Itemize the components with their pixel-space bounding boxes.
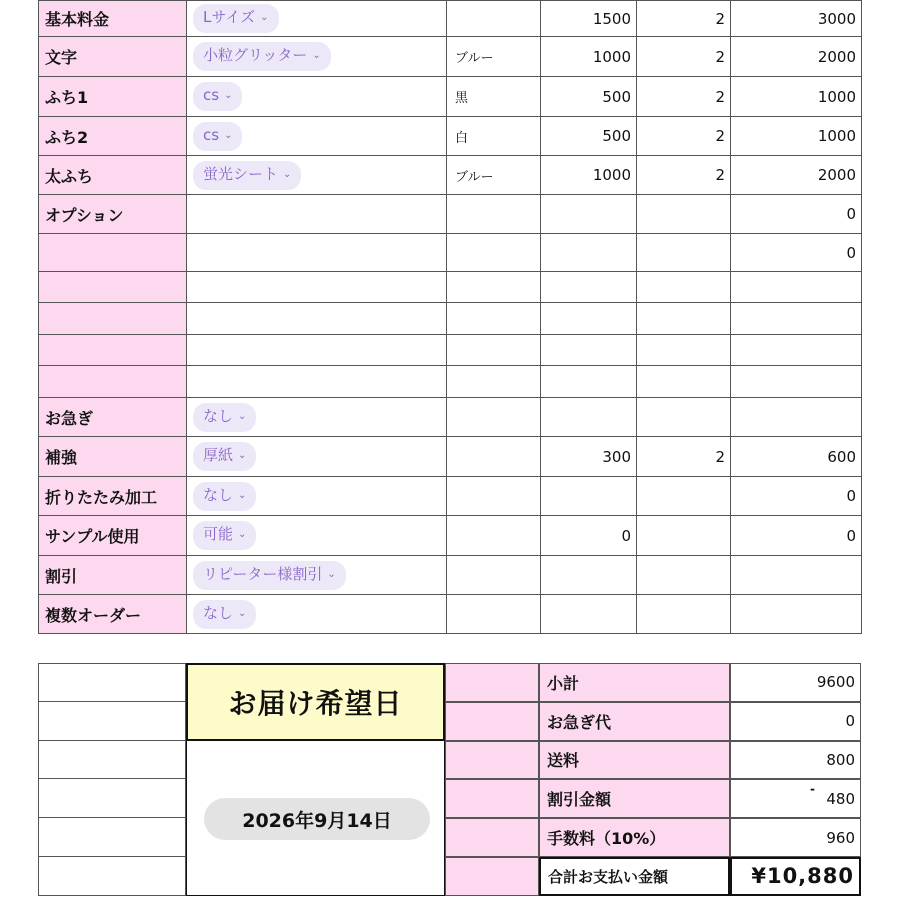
summary-pad (445, 818, 539, 857)
option-dropdown-value: なし (203, 485, 234, 504)
chevron-down-icon: ⌄ (238, 489, 247, 501)
line-total-cell (731, 556, 862, 595)
table-row (39, 556, 862, 595)
option-dropdown[interactable] (193, 42, 331, 71)
option-dropdown-value: リピーター様割引 (203, 564, 323, 583)
line-total-cell: 0 (731, 477, 862, 516)
summary-label: 送料 (539, 741, 730, 780)
option-cell[interactable] (187, 117, 447, 156)
color-cell[interactable]: ブルー (447, 156, 541, 195)
quantity-cell[interactable] (637, 303, 731, 335)
option-cell (187, 195, 447, 234)
line-total-cell (731, 335, 862, 366)
summary-pad (445, 741, 539, 780)
empty-cell (38, 663, 186, 702)
option-cell[interactable] (187, 37, 447, 77)
summary-label: 手数料（10%） (539, 818, 730, 857)
color-cell[interactable] (447, 556, 541, 595)
summary-value: 9600 (730, 663, 861, 702)
summary-label: 合計お支払い金額 (539, 857, 730, 896)
option-dropdown[interactable] (193, 122, 242, 151)
table-row (39, 595, 862, 634)
table-row (39, 1, 862, 37)
table-row (39, 77, 862, 117)
line-total-cell: 600 (731, 437, 862, 477)
line-total-cell: 3000 (731, 1, 862, 37)
line-total-cell (731, 398, 862, 437)
option-dropdown-value: cs (203, 125, 220, 144)
summary-pad (445, 857, 539, 896)
summary-row-subtotal (445, 663, 861, 702)
quantity-cell[interactable]: 2 (637, 117, 731, 156)
row-label: 複数オーダー (39, 595, 187, 634)
quantity-cell[interactable] (637, 335, 731, 366)
option-cell[interactable] (187, 595, 447, 634)
chevron-down-icon: ⌄ (238, 450, 247, 461)
option-cell[interactable] (187, 398, 447, 437)
color-cell[interactable]: 白 (447, 117, 541, 156)
option-dropdown-value: なし (203, 603, 234, 622)
quantity-cell[interactable] (637, 398, 731, 437)
color-cell[interactable] (447, 437, 541, 477)
delivery-date-cell[interactable] (186, 741, 445, 896)
option-dropdown-value: 蛍光シート (203, 164, 279, 183)
row-label: 折りたたみ加工 (39, 477, 187, 516)
quantity-cell[interactable]: 2 (637, 1, 731, 37)
table-row (39, 303, 862, 335)
minus-mark: - (810, 782, 815, 797)
unit-price-cell: 0 (541, 516, 637, 556)
option-dropdown[interactable] (193, 442, 256, 471)
summary-value: 0 (730, 702, 861, 741)
color-cell[interactable] (447, 477, 541, 516)
unit-price-cell (541, 303, 637, 335)
quantity-cell[interactable] (637, 366, 731, 398)
unit-price-cell (541, 366, 637, 398)
line-total-cell: 2000 (731, 156, 862, 195)
table-row (39, 117, 862, 156)
line-total-cell: 1000 (731, 117, 862, 156)
unit-price-cell: 1500 (541, 1, 637, 37)
option-cell[interactable] (187, 556, 447, 595)
color-cell[interactable] (447, 1, 541, 37)
color-cell[interactable] (447, 303, 541, 335)
unit-price-cell (541, 398, 637, 437)
table-row (39, 234, 862, 272)
chevron-down-icon: ⌄ (260, 12, 269, 23)
row-label (39, 335, 187, 366)
option-dropdown[interactable] (193, 482, 256, 511)
line-total-cell (731, 595, 862, 634)
summary-value: 960 (730, 818, 861, 857)
option-cell (187, 335, 447, 366)
color-cell[interactable] (447, 516, 541, 556)
option-cell[interactable] (187, 437, 447, 477)
delivery-date-title: お届け希望日 (186, 663, 445, 741)
summary-row-total (445, 857, 861, 896)
table-row (39, 437, 862, 477)
unit-price-cell (541, 556, 637, 595)
quantity-cell[interactable]: 2 (637, 77, 731, 117)
quantity-cell[interactable] (637, 477, 731, 516)
quantity-cell[interactable]: 2 (637, 37, 731, 77)
row-label: 文字 (39, 37, 187, 77)
line-total-cell: 0 (731, 516, 862, 556)
empty-cell (38, 702, 186, 741)
summary-label-text: 割引金額 (547, 790, 612, 810)
quantity-cell[interactable] (637, 195, 731, 234)
option-cell[interactable] (187, 156, 447, 195)
table-row (39, 272, 862, 303)
table-row (39, 156, 862, 195)
table-row (39, 516, 862, 556)
color-cell[interactable] (447, 335, 541, 366)
option-cell (187, 303, 447, 335)
chevron-down-icon: ⌄ (238, 410, 247, 422)
row-label: サンプル使用 (39, 516, 187, 556)
quantity-cell[interactable] (637, 272, 731, 303)
chevron-down-icon: ⌄ (312, 50, 321, 61)
color-cell[interactable]: ブルー (447, 37, 541, 77)
chevron-down-icon: ⌄ (224, 90, 233, 101)
table-row (39, 366, 862, 398)
total-amount: ¥10,880 (730, 857, 861, 896)
summary-label (539, 779, 815, 818)
option-cell[interactable] (187, 77, 447, 117)
line-total-cell (731, 366, 862, 398)
color-cell[interactable]: 黒 (447, 77, 541, 117)
unit-price-cell (541, 477, 637, 516)
row-label: 基本料金 (39, 1, 187, 37)
delivery-date-value[interactable]: 2026年9月14日 (204, 798, 430, 840)
unit-price-cell (541, 335, 637, 366)
chevron-down-icon: ⌄ (327, 568, 336, 580)
unit-price-cell (541, 595, 637, 634)
chevron-down-icon: ⌄ (238, 607, 247, 619)
row-label: ふち2 (39, 117, 187, 156)
option-dropdown-value: 小粒グリッター (203, 46, 308, 64)
color-cell[interactable] (447, 398, 541, 437)
option-dropdown-value: Lサイズ (203, 8, 256, 26)
summary-value: 800 (730, 741, 861, 780)
quantity-cell[interactable] (637, 556, 731, 595)
empty-cells (38, 663, 186, 896)
option-cell (187, 272, 447, 303)
unit-price-cell: 1000 (541, 37, 637, 77)
unit-price-cell (541, 272, 637, 303)
unit-price-cell (541, 234, 637, 272)
option-dropdown[interactable] (193, 403, 256, 432)
line-total-cell (731, 272, 862, 303)
summary-label: お急ぎ代 (539, 702, 730, 741)
option-dropdown-value: 可能 (203, 525, 234, 543)
quantity-cell[interactable] (637, 516, 731, 556)
summary-pad (445, 663, 539, 702)
color-cell[interactable] (447, 366, 541, 398)
quantity-cell[interactable]: 2 (637, 437, 731, 477)
option-dropdown-value: 厚紙 (203, 446, 234, 464)
row-label: 割引 (39, 556, 187, 595)
empty-cell (38, 741, 186, 780)
row-label (39, 366, 187, 398)
option-dropdown[interactable] (193, 561, 346, 590)
chevron-down-icon: ⌄ (283, 168, 292, 180)
color-cell[interactable] (447, 272, 541, 303)
color-cell[interactable] (447, 195, 541, 234)
row-label (39, 272, 187, 303)
summary-row-fee (445, 818, 861, 857)
summary-value: 480 (730, 779, 861, 818)
chevron-down-icon: ⌄ (224, 129, 233, 141)
option-cell[interactable] (187, 477, 447, 516)
option-dropdown[interactable] (193, 82, 242, 111)
quantity-cell[interactable]: 2 (637, 156, 731, 195)
unit-price-cell: 300 (541, 437, 637, 477)
table-row (39, 37, 862, 77)
option-cell[interactable] (187, 1, 447, 37)
option-cell (187, 234, 447, 272)
row-label: 補強 (39, 437, 187, 477)
quantity-cell[interactable] (637, 595, 731, 634)
option-dropdown-value: cs (203, 86, 220, 104)
summary-block (445, 663, 861, 896)
unit-price-cell (541, 195, 637, 234)
bottom-section (38, 663, 861, 896)
option-dropdown[interactable] (193, 521, 256, 550)
option-dropdown[interactable] (193, 161, 301, 190)
empty-cell (38, 779, 186, 818)
summary-row-shipping (445, 741, 861, 780)
row-label: お急ぎ (39, 398, 187, 437)
row-label (39, 303, 187, 335)
option-cell (187, 366, 447, 398)
quantity-cell[interactable] (637, 234, 731, 272)
unit-price-cell: 500 (541, 77, 637, 117)
line-total-cell: 0 (731, 234, 862, 272)
table-row (39, 335, 862, 366)
summary-pad (445, 702, 539, 741)
empty-cell (38, 818, 186, 857)
option-dropdown[interactable] (193, 600, 256, 629)
table-row (39, 398, 862, 437)
chevron-down-icon: ⌄ (238, 529, 247, 540)
color-cell[interactable] (447, 595, 541, 634)
table-row (39, 195, 862, 234)
order-table (38, 0, 861, 634)
row-label (39, 234, 187, 272)
option-dropdown[interactable] (193, 4, 279, 33)
option-cell[interactable] (187, 516, 447, 556)
line-total-cell: 1000 (731, 77, 862, 117)
row-label: オプション (39, 195, 187, 234)
color-cell[interactable] (447, 234, 541, 272)
summary-row-discount (445, 779, 861, 818)
row-label: 太ふち (39, 156, 187, 195)
unit-price-cell: 500 (541, 117, 637, 156)
table-row (39, 477, 862, 516)
empty-cell (38, 857, 186, 896)
option-dropdown-value: なし (203, 406, 234, 425)
unit-price-cell: 1000 (541, 156, 637, 195)
summary-label: 小計 (539, 663, 730, 702)
summary-pad (445, 779, 539, 818)
line-total-cell: 0 (731, 195, 862, 234)
row-label: ふち1 (39, 77, 187, 117)
line-total-cell (731, 303, 862, 335)
summary-row-rush-fee (445, 702, 861, 741)
line-total-cell: 2000 (731, 37, 862, 77)
